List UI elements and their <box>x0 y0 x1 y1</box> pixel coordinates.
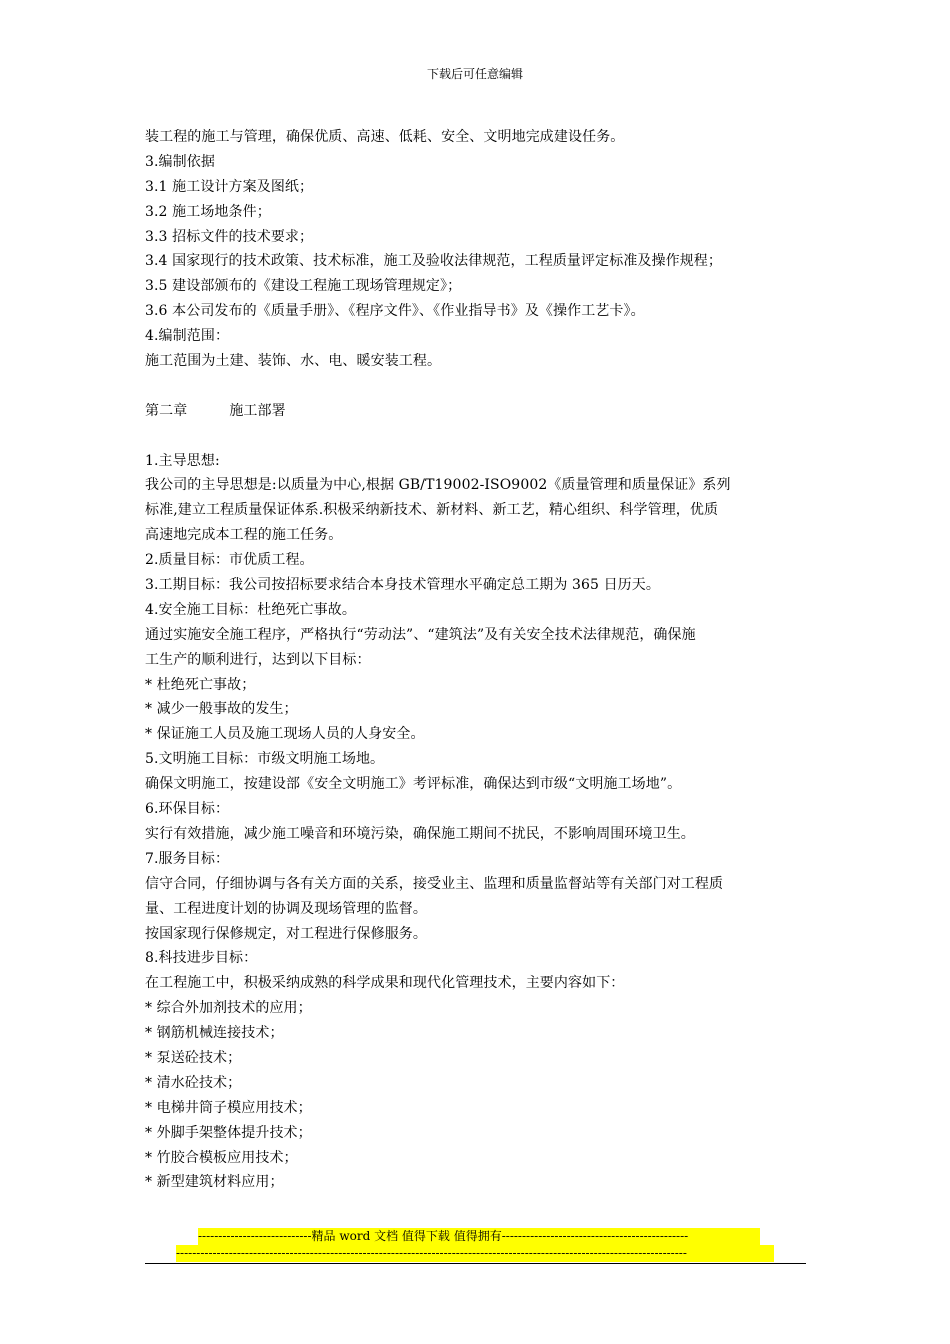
blank-line <box>145 374 810 399</box>
footer-dash-line: ------------------------------------------------------------------------------------------------------------------------------ <box>176 1245 774 1262</box>
section-heading: 1.主导思想: <box>145 452 220 469</box>
blank-line <box>145 424 810 449</box>
bullet-item: * 钢筋机械连接技术； <box>145 1025 284 1042</box>
footer-rule <box>145 1263 806 1264</box>
section-heading: 5.文明施工目标：市级文明施工场地。 <box>145 751 385 768</box>
body-line: 高速地完成本工程的施工任务。 <box>145 527 343 544</box>
section-heading: 2.质量目标：市优质工程。 <box>145 552 314 569</box>
body-line: 在工程施工中，积极采纳成熟的科学成果和现代化管理技术，主要内容如下： <box>145 975 625 992</box>
bullet-item: * 清水砼技术； <box>145 1074 242 1091</box>
bullet-item: * 保证施工人员及施工现场人员的人身安全。 <box>145 726 425 743</box>
body-line: 量、工程进度计划的协调及现场管理的监督。 <box>145 900 427 917</box>
bullet-item: * 减少一般事故的发生； <box>145 701 298 718</box>
section-heading: 4.安全施工目标：杜绝死亡事故。 <box>145 601 356 618</box>
body-line: 3.1 施工设计方案及图纸； <box>145 178 314 195</box>
page-header: 下载后可任意编辑 <box>426 67 523 81</box>
section-heading: 8.科技进步目标： <box>145 950 258 967</box>
body-line: 3.5 建设部颁布的《建设工程施工现场管理规定》； <box>145 278 462 295</box>
body-line: 3.2 施工场地条件； <box>145 203 271 220</box>
body-line: 通过实施安全施工程序，严格执行“劳动法”、“建筑法”及有关安全技术法律规范，确保施 <box>145 626 696 643</box>
body-line: 施工范围为土建、装饰、水、电、暖安装工程。 <box>145 353 442 370</box>
body-line: 工生产的顺利进行，达到以下目标： <box>145 651 371 668</box>
bullet-item: * 泵送砼技术； <box>145 1049 242 1066</box>
body-line: 确保文明施工，按建设部《安全文明施工》考评标准，确保达到市级“文明施工场地”。 <box>145 776 682 793</box>
body-line: 我公司的主导思想是:以质量为中心,根据 GB/T19002-ISO9002《质量管理和质量保证》系列 <box>145 477 731 494</box>
chapter-title: 施工部署 <box>229 402 286 419</box>
bullet-item: * 综合外加剂技术的应用； <box>145 1000 312 1017</box>
body-line: 装工程的施工与管理，确保优质、高速、低耗、安全、文明地完成建设任务。 <box>145 129 625 145</box>
body-line: 按国家现行保修规定，对工程进行保修服务。 <box>145 925 427 942</box>
chapter-number: 第二章 <box>145 402 188 419</box>
bullet-item: * 新型建筑材料应用； <box>145 1174 284 1191</box>
section-heading: 7.服务目标： <box>145 850 230 867</box>
section-heading: 3.工期目标：我公司按招标要求结合本身技术管理水平确定总工期为 365 日历天。 <box>145 577 660 594</box>
bullet-item: * 杜绝死亡事故； <box>145 676 256 693</box>
section-heading: 4.编制范围： <box>145 328 230 345</box>
body-line: 标准,建立工程质量保证体系.积极采纳新技术、新材料、新工艺，精心组织、科学管理，优质 <box>145 502 719 519</box>
body-line: 3.3 招标文件的技术要求； <box>145 228 314 245</box>
body-line: 信守合同，仔细协调与各有关方面的关系，接受业主、监理和质量监督站等有关部门对工程质 <box>145 875 724 892</box>
section-heading: 3.编制依据 <box>145 153 215 170</box>
body-line: 3.4 国家现行的技术政策、技术标准，施工及验收法律规范，工程质量评定标准及操作规程； <box>145 253 723 270</box>
section-heading: 6.环保目标： <box>145 801 230 818</box>
document-body <box>145 125 810 1195</box>
footer-banner-line: ----------------------------精品 word 文档 值得下载 值得拥有---------------------------------------------- <box>198 1228 760 1245</box>
body-line: 3.6 本公司发布的《质量手册》、《程序文件》、《作业指导书》及《操作工艺卡》。 <box>145 303 645 320</box>
body-line: 实行有效措施，减少施工噪音和环境污染，确保施工期间不扰民，不影响周围环境卫生。 <box>145 825 695 842</box>
chapter-heading <box>145 399 810 424</box>
bullet-item: * 电梯井筒子模应用技术； <box>145 1099 312 1116</box>
bullet-item: * 外脚手架整体提升技术； <box>145 1124 312 1141</box>
bullet-item: * 竹胶合模板应用技术； <box>145 1149 298 1166</box>
